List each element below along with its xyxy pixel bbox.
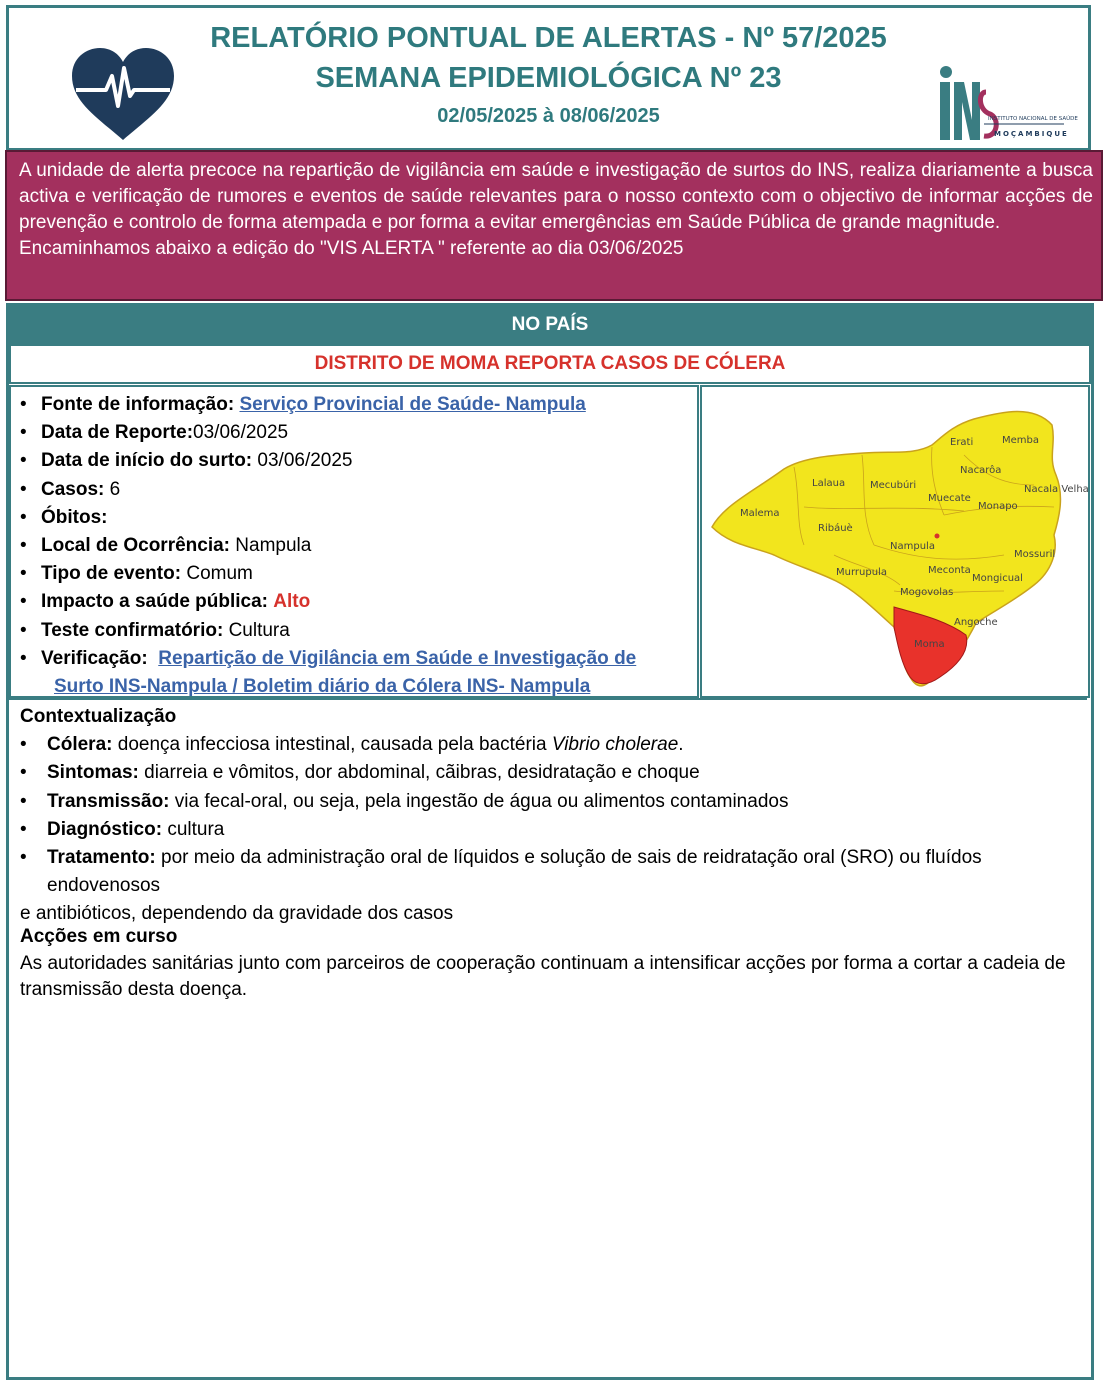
map-label: Moma bbox=[914, 639, 945, 650]
heart-pulse-icon bbox=[68, 46, 178, 142]
map-label: Nacarôa bbox=[960, 465, 1002, 476]
map-label: Malema bbox=[740, 508, 780, 519]
map-label: Mongicual bbox=[972, 573, 1023, 584]
context-heading: Contextualização bbox=[20, 706, 177, 727]
intro-text: A unidade de alerta precoce na repartição de vigilância em saúde e investigação de surtos do INS, realiza diariamente a busca activa e verificação de rumores e eventos de saúde relevantes para o nosso contexto com o objectivo de informar acções de prevenção e controlo de forma atempada e por forma a evitar emergências em Saúde Pública de grande magnitude. bbox=[19, 160, 1093, 233]
list-item: • Teste confirmatório: Cultura bbox=[20, 617, 690, 645]
map-label: Meconta bbox=[928, 565, 971, 576]
list-item: • Data de Reporte:03/06/2025 bbox=[20, 419, 690, 447]
date-range: 02/05/2025 à 08/06/2025 bbox=[437, 105, 660, 127]
list-item: • Sintomas: diarreia e vômitos, dor abdominal, cãibras, desidratação e choque bbox=[20, 759, 1082, 787]
intro-edition-text: Encaminhamos abaixo a edição do "VIS ALERTA " referente ao dia 03/06/2025 bbox=[19, 238, 684, 259]
list-item: • Cólera: doença infecciosa intestinal, causada pela bactéria Vibrio cholerae. bbox=[20, 731, 1082, 759]
list-item: • Local de Ocorrência: Nampula bbox=[20, 532, 690, 560]
section-band: NO PAÍS bbox=[9, 306, 1091, 344]
map-label: Mossuril bbox=[1014, 549, 1056, 560]
map-label: Nacala Velha bbox=[1024, 484, 1089, 495]
list-item: • Tratamento: por meio da administração oral de líquidos e solução de sais de reidratação oral (SRO) ou fluídos endovenosos e antibióticos, dependendo da gravidade dos casos bbox=[20, 844, 1082, 929]
map-label: Lalaua bbox=[812, 478, 846, 489]
actions-heading: Acções em curso bbox=[20, 926, 178, 947]
list-item: • Transmissão: via fecal-oral, ou seja, pela ingestão de água ou alimentos contaminados bbox=[20, 788, 1082, 816]
verification-link-2[interactable]: Surto INS-Nampula / Boletim diário da Cólera INS- Nampula bbox=[54, 676, 591, 698]
map-label: Ribáuè bbox=[818, 523, 853, 534]
source-link[interactable]: Serviço Provincial de Saúde- Nampula bbox=[239, 394, 586, 415]
map-label: Murrupula bbox=[836, 567, 887, 578]
ins-logo bbox=[928, 62, 1078, 148]
list-item: • Data de início do surto: 03/06/2025 bbox=[20, 447, 690, 475]
report-title: RELATÓRIO PONTUAL DE ALERTAS - Nº 57/2025 bbox=[210, 22, 887, 54]
list-item: • Fonte de informação: Serviço Provincial de Saúde- Nampula bbox=[20, 391, 690, 419]
impact-level: Alto bbox=[273, 591, 311, 613]
logo-text-institute: INSTITUTO NACIONAL DE SAÚDE bbox=[988, 116, 1078, 122]
map-label: Memba bbox=[1002, 435, 1039, 446]
intro-panel bbox=[5, 150, 1103, 301]
context-section bbox=[20, 703, 1082, 929]
nampula-city-marker bbox=[935, 534, 940, 539]
verification-link-1[interactable]: Repartição de Vigilância em Saúde e Investigação de bbox=[158, 647, 637, 669]
map-label: Muecate bbox=[928, 493, 971, 504]
map-label: Mecubúri bbox=[870, 480, 917, 491]
list-item: • Diagnóstico: cultura bbox=[20, 816, 1082, 844]
list-item: • Óbitos: bbox=[20, 504, 690, 532]
list-item: • Impacto a saúde pública: Alto bbox=[20, 588, 690, 616]
actions-text: As autoridades sanitárias junto com parceiros de cooperação continuam a intensificar acções por forma a cortar a cadeia de transmissão desta doença. bbox=[20, 952, 1066, 1000]
map-label: Angoche bbox=[954, 617, 998, 628]
map-label: Nampula bbox=[890, 541, 935, 552]
alert-details-list bbox=[20, 391, 690, 701]
map-label: Erati bbox=[950, 437, 974, 448]
map-label: Monapo bbox=[978, 501, 1018, 512]
epi-week-title: SEMANA EPIDEMIOLÓGICA Nº 23 bbox=[315, 62, 782, 94]
alert-headline: DISTRITO DE MOMA REPORTA CASOS DE CÓLERA bbox=[9, 344, 1091, 384]
map-label: Mogovolas bbox=[900, 587, 954, 598]
list-item: • Verificação: Repartição de Vigilância em Saúde e Investigação de Surto INS-Nampula / Boletim diário da Cólera INS- Nampula bbox=[20, 645, 690, 701]
list-item: • Tipo de evento: Comum bbox=[20, 560, 690, 588]
list-item: • Casos: 6 bbox=[20, 476, 690, 504]
logo-text-country: MOÇAMBIQUE bbox=[994, 130, 1069, 138]
nampula-district-map bbox=[704, 395, 1089, 691]
actions-section bbox=[20, 924, 1082, 1004]
